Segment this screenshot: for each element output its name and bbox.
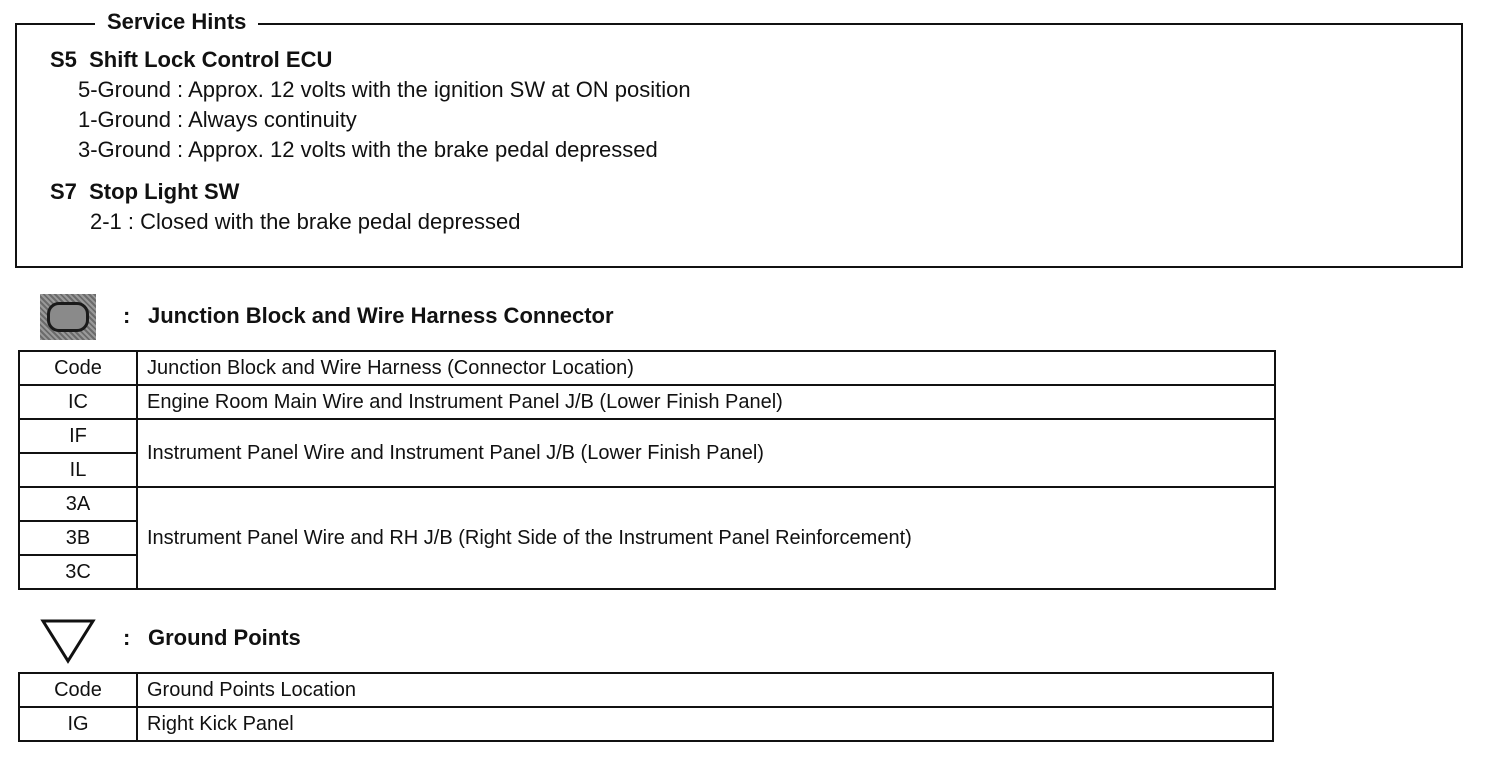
header-description: Ground Points Location (137, 673, 1273, 707)
table-row (19, 385, 1275, 419)
hint-section-title-s5: S5 Shift Lock Control ECU (50, 47, 333, 72)
junction-block-heading: Junction Block and Wire Harness Connector (148, 303, 614, 328)
description-cell: Engine Room Main Wire and Instrument Panel J/B (Lower Finish Panel) (137, 385, 1275, 419)
service-hints-title: Service Hints (95, 8, 258, 36)
table-row (19, 487, 1275, 521)
table-row (19, 707, 1273, 741)
table-header-row (19, 673, 1273, 707)
code-cell: IL (19, 453, 137, 487)
ground-point-triangle-icon (40, 618, 96, 664)
description-cell: Right Kick Panel (137, 707, 1273, 741)
hint-line: 3-Ground : Approx. 12 volts with the brake pedal depressed (78, 137, 658, 162)
service-hints-content (50, 45, 691, 237)
table-row (19, 419, 1275, 453)
code-cell: 3C (19, 555, 137, 589)
ground-points-heading: Ground Points (148, 625, 301, 650)
header-code: Code (19, 673, 137, 707)
header-description: Junction Block and Wire Harness (Connector Location) (137, 351, 1275, 385)
code-cell: IG (19, 707, 137, 741)
header-code: Code (19, 351, 137, 385)
hint-line: 1-Ground : Always continuity (78, 107, 357, 132)
hint-section-title-s7: S7 Stop Light SW (50, 179, 240, 204)
code-cell: 3A (19, 487, 137, 521)
junction-block-connector-icon (40, 294, 96, 340)
code-cell: 3B (19, 521, 137, 555)
table-header-row (19, 351, 1275, 385)
ground-points-colon: : (123, 625, 131, 650)
service-hints-box (15, 23, 1463, 268)
connector-outline (47, 302, 89, 332)
hint-line: 5-Ground : Approx. 12 volts with the ignition SW at ON position (78, 77, 691, 102)
ground-points-table (18, 672, 1274, 742)
junction-block-colon: : (123, 303, 131, 328)
junction-block-table (18, 350, 1276, 590)
hint-line: 2-1 : Closed with the brake pedal depressed (90, 209, 521, 234)
description-cell: Instrument Panel Wire and RH J/B (Right Side of the Instrument Panel Reinforcement) (137, 487, 1275, 589)
description-cell: Instrument Panel Wire and Instrument Panel J/B (Lower Finish Panel) (137, 419, 1275, 487)
code-cell: IC (19, 385, 137, 419)
code-cell: IF (19, 419, 137, 453)
section-gap (50, 165, 691, 177)
